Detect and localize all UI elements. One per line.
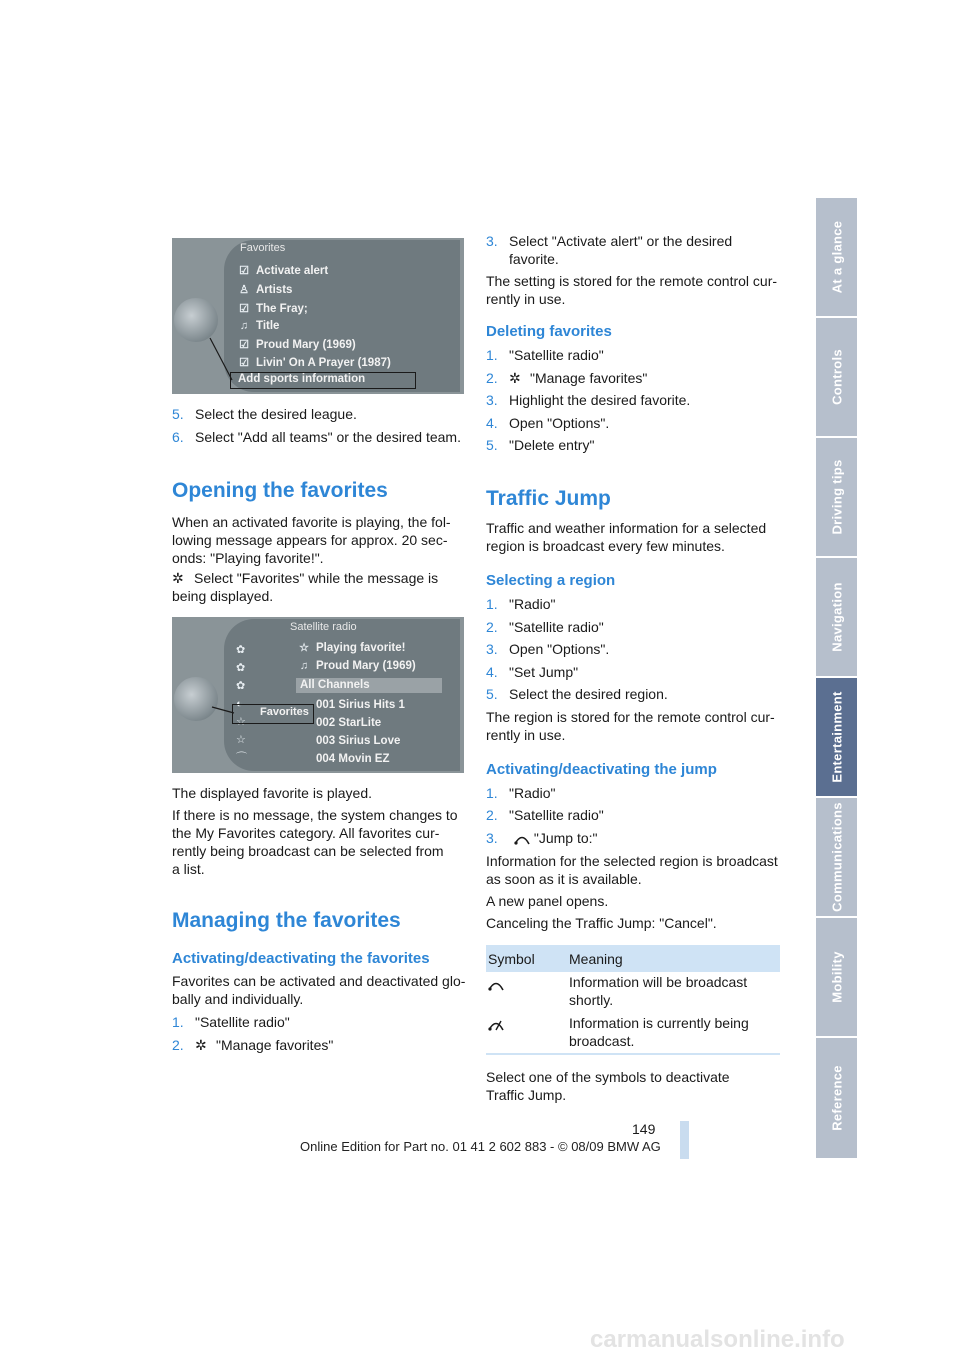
table-row-meaning: Information will be broadcast shortly. (569, 974, 748, 1008)
favorites-row: ♙ Artists (239, 284, 293, 296)
managing-paragraph: Favorites can be activated and deactivated glo- bally and individually. (172, 973, 466, 1007)
favorites-row: ☑ Activate alert (239, 265, 329, 277)
step-item: 1. "Satellite radio" (172, 1014, 290, 1030)
artist-icon: ♙ (239, 284, 249, 296)
favorites-row-selected: Add sports information (238, 373, 366, 385)
star-icon: ☆ (236, 716, 246, 728)
favorites-row: ☑ Proud Mary (1969) (239, 339, 356, 351)
pointer-line (172, 238, 464, 394)
step-item: 3. Open "Options". (486, 641, 610, 657)
step-item: 5. Select the desired region. (486, 686, 668, 702)
check-icon: ☑ (239, 339, 249, 351)
category-icon: ✿ (236, 680, 246, 692)
side-tab-mobility[interactable]: Mobility (816, 918, 857, 1038)
page-number-marker (680, 1121, 689, 1159)
deactivate-paragraph: Select one of the symbols to deactivate Traffic Jump. (486, 1069, 730, 1103)
step-item: 1. "Satellite radio" (486, 347, 604, 363)
step-item: 5. Select the desired league. (172, 406, 357, 422)
satellite-radio-screenshot (172, 617, 464, 773)
side-tab-reference[interactable]: Reference (816, 1038, 857, 1160)
category-icon: ✿ (236, 662, 246, 674)
jump-icon: ⌒ (236, 752, 247, 764)
section-title-opening-favorites: Opening the favorites (172, 479, 388, 502)
step-item: 6. Select "Add all teams" or the desired team. (172, 429, 461, 445)
step-item: 4. Open "Options". (486, 415, 610, 431)
step-item: 3. "Jump to:" (486, 830, 598, 846)
setting-stored-paragraph: The setting is stored for the remote control cur- rently in use. (486, 273, 778, 307)
category-icon: ✿ (236, 644, 246, 656)
favorites-side-label: Favorites (260, 706, 309, 718)
check-icon: ☑ (239, 357, 249, 369)
favorites-screenshot (172, 238, 464, 394)
no-message-paragraph: If there is no message, the system changes to the My Favorites category. All favorites cur- rently being broadcast can be selected from a list. (172, 807, 458, 877)
favorites-row: ☑ The Fray; (239, 303, 308, 315)
step-item: 1. "Radio" (486, 785, 556, 801)
favorites-header: Favorites (240, 242, 286, 254)
star-icon: ☆ (299, 642, 309, 654)
subsection-title-activating-jump: Activating/deactivating the jump (486, 761, 717, 778)
satellite-row: 001 Sirius Hits 1 (316, 699, 405, 711)
side-tab-navigation[interactable]: Navigation (816, 558, 857, 678)
side-tab-controls[interactable]: Controls (816, 318, 857, 438)
pointer-line (172, 617, 464, 773)
satellite-row: 003 Sirius Love (316, 735, 401, 747)
step-item: 2. "Satellite radio" (486, 807, 604, 823)
info-broadcast-paragraph: Information for the selected region is broadcast as soon as it is available. (486, 853, 778, 887)
satellite-row: All Channels (300, 679, 370, 691)
table-bottom-rule (486, 1053, 780, 1055)
step-item: 3. Highlight the desired favorite. (486, 392, 691, 408)
manage-favorites-icon: ✲ (509, 370, 521, 386)
page-number: 149 (632, 1121, 656, 1137)
section-title-managing-favorites: Managing the favorites (172, 909, 401, 932)
satellite-row: ♫ Proud Mary (1969) (299, 660, 416, 672)
opening-instruction: ✲ Select "Favorites" while the message is being displayed. (172, 570, 439, 604)
traffic-jump-active-icon (487, 1017, 505, 1031)
manage-favorites-icon: ✲ (195, 1037, 207, 1053)
displayed-favorite-paragraph: The displayed favorite is played. (172, 785, 372, 801)
satellite-radio-header: Satellite radio (290, 621, 357, 633)
favorites-row: ☑ Livin' On A Prayer (1987) (239, 357, 391, 369)
side-tab-entertainment[interactable]: Entertainment (816, 678, 857, 798)
footer-edition: Online Edition for Part no. 01 41 2 602 883 - © 08/09 BMW AG (300, 1139, 661, 1154)
check-icon: ☑ (239, 265, 249, 277)
new-panel-paragraph: A new panel opens. (486, 893, 609, 909)
step-item: 2. ✲ "Manage favorites" (486, 370, 648, 386)
subsection-title-selecting-region: Selecting a region (486, 572, 616, 589)
satellite-row: 002 StarLite (316, 717, 382, 729)
section-title-traffic-jump: Traffic Jump (486, 487, 611, 510)
category-icon: ◐ (236, 698, 243, 710)
satellite-row: 004 Movin EZ (316, 753, 390, 765)
traffic-paragraph: Traffic and weather information for a selected region is broadcast every few minutes. (486, 520, 767, 554)
opening-paragraph: When an activated favorite is playing, the fol- lowing message appears for approx. 20 sec- onds: "Playing favorite!". (172, 514, 451, 566)
side-tab-communications[interactable]: Communications (816, 798, 857, 918)
star-icon: ☆ (236, 734, 246, 746)
traffic-jump-icon (513, 831, 531, 845)
watermark: carmanualsonline.info (590, 1326, 845, 1353)
favorites-star-icon: ✲ (172, 570, 184, 586)
table-header-symbol: Symbol (488, 951, 535, 967)
step-item: 2. "Satellite radio" (486, 619, 604, 635)
step-item: 3. Select "Activate alert" or the desired favorite. (486, 233, 733, 267)
music-note-icon: ♫ (299, 660, 309, 672)
satellite-row: ☆ Playing favorite! (299, 642, 406, 654)
subsection-title-deleting-favorites: Deleting favorites (486, 323, 612, 340)
side-tab-at-a-glance[interactable]: At a glance (816, 198, 857, 318)
subsection-title-activating-favorites: Activating/deactivating the favorites (172, 950, 430, 967)
table-header-meaning: Meaning (569, 951, 623, 967)
step-item: 2. ✲ "Manage favorites" (172, 1037, 334, 1053)
region-stored-paragraph: The region is stored for the remote control cur- rently in use. (486, 709, 775, 743)
step-item: 4. "Set Jump" (486, 664, 579, 680)
check-icon: ☑ (239, 303, 249, 315)
cancel-paragraph: Canceling the Traffic Jump: "Cancel". (486, 915, 717, 931)
side-tab-driving-tips[interactable]: Driving tips (816, 438, 857, 558)
traffic-jump-pending-icon (487, 977, 505, 991)
favorites-row: ♫ Title (239, 320, 280, 332)
step-item: 1. "Radio" (486, 596, 556, 612)
music-note-icon: ♫ (239, 320, 249, 332)
step-item: 5. "Delete entry" (486, 437, 595, 453)
table-row-meaning: Information is currently being broadcast. (569, 1015, 749, 1049)
